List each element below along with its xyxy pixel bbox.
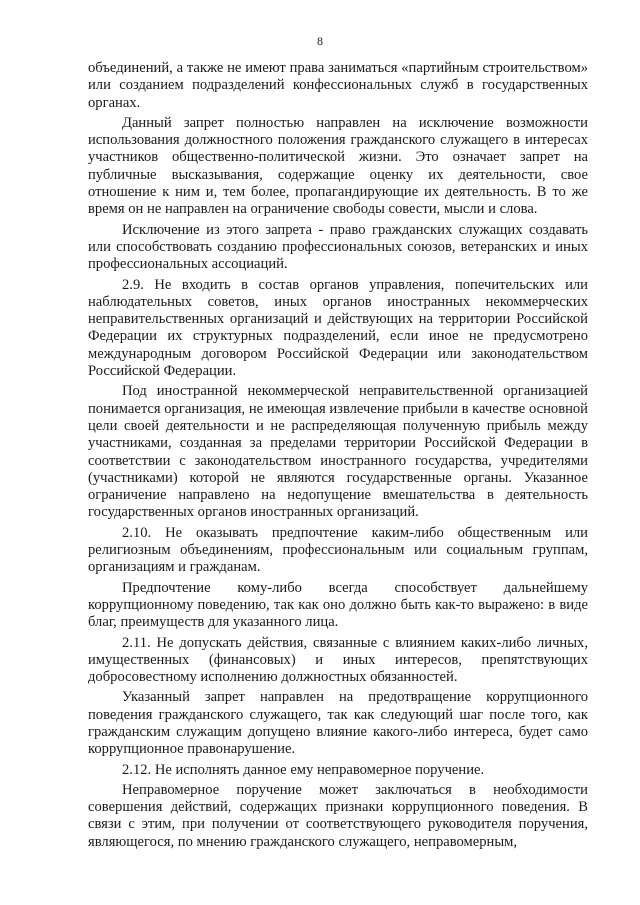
paragraph: Исключение из этого запрета - право гражданских служащих создавать или способствовать созданию профессиональных союзов, ветеранских и иных профессиональных ассоциаций.: [88, 221, 588, 273]
clause-2-10: 2.10. Не оказывать предпочтение каким-либо общественным или религиозным объединениям, профессиональным или социальным группам, организациям и гражданам.: [88, 524, 588, 576]
clause-2-9: 2.9. Не входить в состав органов управления, попечительских или наблюдательных советов, иных органов иностранных некоммерческих неправительственных организаций и действующих на территории Российской Федерации их структурных подразделений, если иное не предусмотрено международным договором Российской Федерации или законодательством Российской Федерации.: [88, 276, 588, 380]
paragraph: Указанный запрет направлен на предотвращение коррупционного поведения гражданского служащего, так как следующий шаг после того, как гражданским служащим допущено влияние какого-либо интереса, будет само коррупционное правонарушение.: [88, 689, 588, 758]
paragraph: Предпочтение кому-либо всегда способствует дальнейшему коррупционному поведению, так как оно должно быть как-то выражено: в виде благ, преимуществ для указанного лица.: [88, 579, 588, 631]
paragraph: Данный запрет полностью направлен на исключение возможности использования должностного положения гражданского служащего в интересах участников общественно-политической жизни. Это означает запрет на публичные высказывания, содержащие оценку их деятельности, свое отношение к ним и, тем более, пропагандирующие их деятельность. В то же время он не направлен на ограничение свободы совести, мысли и слова.: [88, 114, 588, 218]
clause-2-11: 2.11. Не допускать действия, связанные с влиянием каких-либо личных, имущественных (финансовых) и иных интересов, препятствующих добросовестному исполнению должностных обязанностей.: [88, 634, 588, 686]
clause-2-12: 2.12. Не исполнять данное ему неправомерное поручение.: [122, 761, 485, 778]
page-number: 8: [317, 34, 323, 48]
paragraph-continuation: объединений, а также не имеют права заниматься «партийным строительством» или созданием подразделений конфессиональных служб в государственных органах.: [88, 60, 588, 111]
paragraph: Неправомерное поручение может заключаться в необходимости совершения действий, содержащих признаки коррупционного поведения. В связи с этим, при получении от соответствующего руководителя поручения, являющегося, по мнению гражданского служащего, неправомерным,: [88, 781, 588, 850]
paragraph: Под иностранной некоммерческой неправительственной организацией понимается организация, не имеющая извлечение прибыли в качестве основной цели своей деятельности и не распределяющая полученную прибыль между участниками, созданная за пределами территории Российской Федерации в соответствии с законодательством иностранного государства, учредителями (участниками) которой не являются государственные органы. Указанное ограничение направлено на недопущение вмешательства в деятельность государственных органов иностранных организаций.: [88, 383, 588, 521]
document-body: [88, 60, 588, 854]
